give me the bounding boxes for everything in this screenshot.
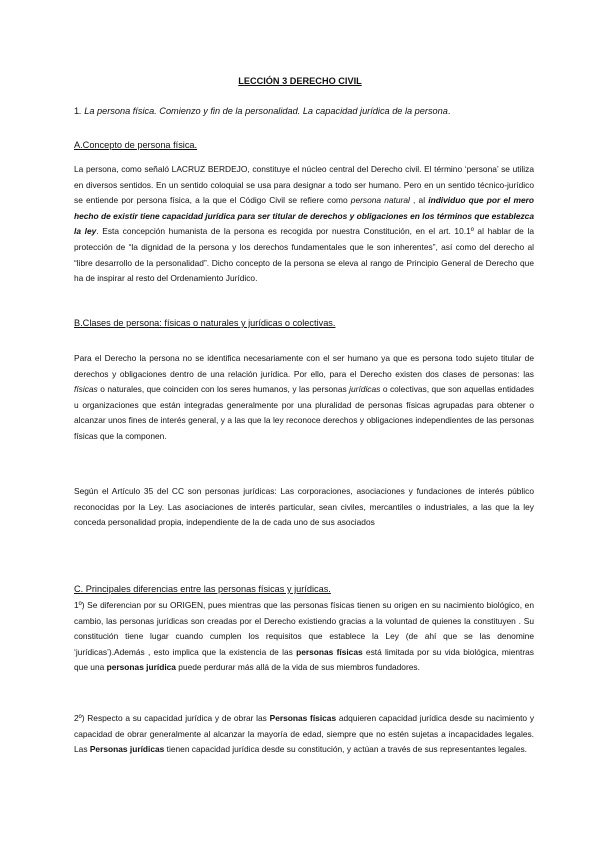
text-run: o colectivas, que son aquellas entidades u organizaciones que están integradas generalmente por una pluralidad de personas físicas agrupadas para obtener o alcanzar unos fines de interés general, y a las que la ley reconoce derechos y obligaciones independientes de las personas físicas que la componen. [74,384,534,441]
subtitle-number: 1 [74,106,80,116]
section-a-heading: A.Concepto de persona física. [74,140,198,150]
section-c-heading: C. Principales diferencias entre las personas físicas y jurídicas. [74,584,331,594]
text-run: , al [409,195,429,206]
subtitle-end: . [447,106,451,116]
section-c-paragraph-1 [74,598,534,676]
text-run-italic: persona natural [350,195,410,206]
text-run-italic: jurídicas [349,384,381,395]
text-run-bold: Personas jurídicas [89,744,165,755]
text-run-bold: personas físicas [296,646,363,657]
section-b-heading: B.Clases de persona: físicas o naturales y jurídicas o colectivas. [74,318,336,328]
text-run-bold-italic: individuo que por el mero hecho de existir tiene capacidad jurídica para ser titular de derechos y obligaciones en los términos que establezca la ley [74,195,535,237]
section-b-paragraph-2: Según el Artículo 35 del CC son personas jurídicas: Las corporaciones, asociaciones y fundaciones de interés público reconocidas por la Ley. Las asociaciones de interés particular, sean civiles, mercantiles o industriales, a las que la ley conceda personalidad propia, independiente de la de cada uno de sus asociados [74,486,534,528]
text-run: . Esta concepción humanista de la persona es recogida por nuestra Constitución, en el art. 10.1º al hablar de la protección de “la dignidad de la persona y los derechos fundamentales que le son inherentes”, así como del derecho al “libre desarrollo de la personalidad”. Dicho concepto de la persona se eleva al rango de Principio General de Derecho que ha de inspirar al resto del Ordenamiento Jurídico. [74,226,534,284]
text-run: tienen capacidad jurídica desde su constitución, y actúan a través de sus representantes legales. [164,744,528,755]
text-run: 2º) Respecto a su capacidad jurídica y de obrar las [74,713,270,723]
text-run: o naturales, que coinciden con los seres humanos, y las personas [97,384,350,395]
text-run: 1º) Se diferencian por su ORIGEN, pues mientras que las personas físicas tienen su origen en su nacimiento biológico, en cambio, las personas jurídicas son creadas por el Derecho existiendo gracias a la voluntad de quienes la constituyen . Su constitución tiene lugar cuando cumplen los requisitos que establece la Ley (de ahí que se las denomine ‘jurídicas’).Además , esto implica que la existencia de las [74,600,534,657]
text-run: adquieren capacidad jurídica desde su nacimiento y capacidad de obrar generalmente al alcanzar la mayoría de edad, siempre que no estén sujetas a incapacidades legales. Las [74,713,535,755]
text-run: La persona, como señaló LACRUZ BERDEJO, constituye el núcleo central del Derecho civil. El término ‘persona’ se utiliza en diversos sentidos. En un sentido coloquial se usa para designar a todo ser humano. Pero en un sentido técnico-jurídico se entiende por persona física, a la que el Código Civil se refiere como [74,164,534,206]
section-c-paragraph-2 [74,711,534,758]
lesson-subtitle [74,106,534,116]
text-run-italic: físicas [74,384,98,395]
document-title: LECCIÓN 3 DERECHO CIVIL [238,76,362,86]
section-b-paragraph-1 [74,351,534,445]
text-run: Para el Derecho la persona no se identifica necesariamente con el ser humano ya que es persona todo sujeto titular de derechos y obligaciones dentro de una relación jurídica. Por ello, para el Derecho existen dos clases de personas: las [74,353,534,379]
text-run-bold: Personas físicas [269,713,337,723]
text-run: puede perdurar más allá de la vida de sus miembros fundadores. [175,662,420,673]
section-a-paragraph [74,162,534,287]
subtitle-text: . La persona física. Comienzo y fin de la personalidad. La capacidad jurídica de la persona [79,106,448,116]
text-run: está limitada por su vida biológica, mientras que una [74,646,534,673]
text-run-bold: personas jurídica [106,662,176,673]
